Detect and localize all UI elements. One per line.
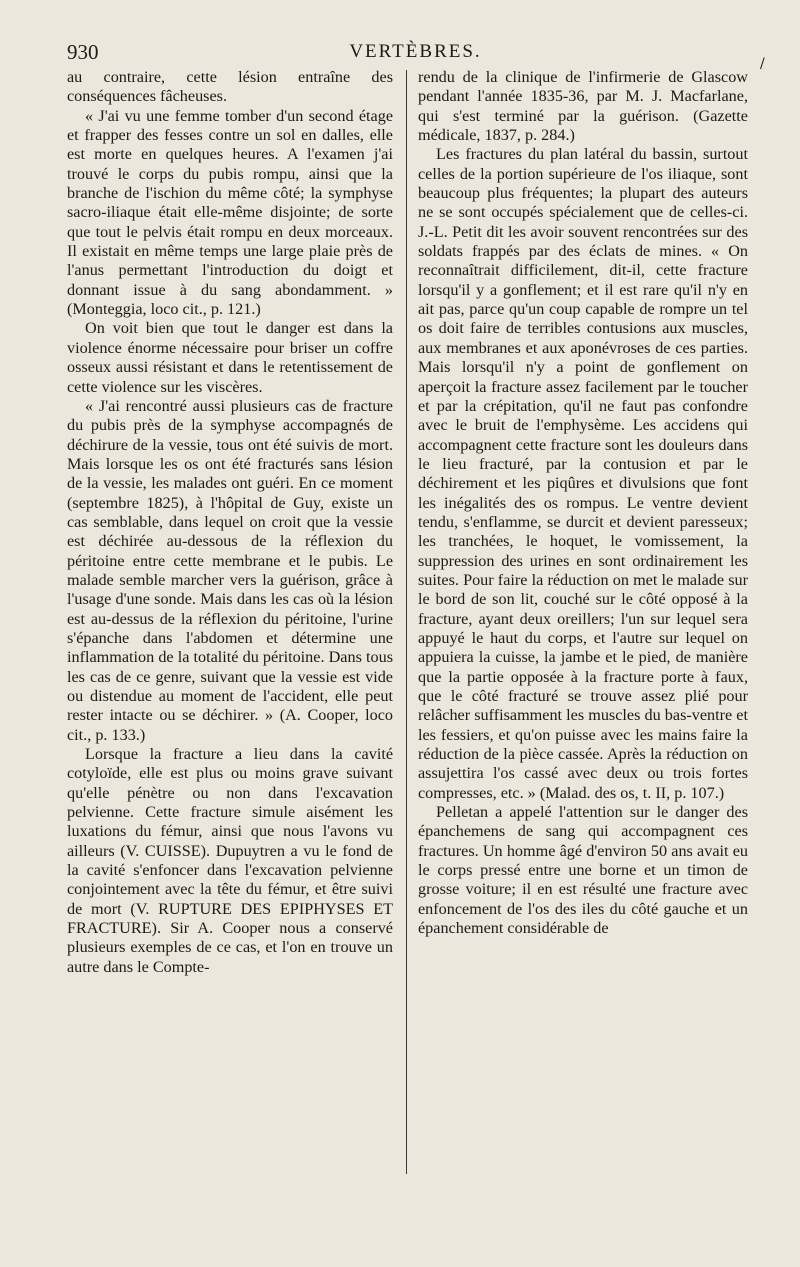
paragraph: au contraire, cette lésion entraîne des conséquences fâcheuses. (67, 68, 393, 106)
column-divider (406, 70, 407, 1174)
corner-mark: / (760, 56, 765, 72)
page-number: 930 (67, 40, 99, 64)
left-column (67, 68, 393, 1178)
running-head (67, 40, 764, 68)
paragraph: Les fractures du plan latéral du bassin, surtout celles de la portion supérieure de l'os iliaque, sont beaucoup plus fréquentes; la plupart des auteurs ne se sont occupés spécialement que de celles-ci. J.-L. Petit dit les avoir souvent rencontrées sur des soldats frappés par des éclats de mines. « On reconnaîtrait difficilement, dit-il, cette fracture lorsqu'il y a gonflement; et il est rare qu'il n'y en ait pas, parce qu'un coup capable de rompre un tel os doit faire de terribles contusions aux muscles, aux membranes et aux aponévroses de ces parties. Mais lorsqu'il n'y a point de gonflement on aperçoit la fracture assez facilement par le toucher et par la crépitation, qu'il ne faut pas confondre avec le bruit de l'emphysème. Les accidens qui accompagnent cette fracture sont les douleurs dans le lieu fracturé, par la contusion et par le déchirement et les piqûres et divulsions que font les inégalités des os rompus. Le ventre devient tendu, s'enflamme, se durcit et devient paresseux; les tranchées, le hoquet, le vomissement, la suppression des urines en sont ordinairement les suites. Pour faire la réduction on met le malade sur le bord de son lit, couché sur le côté opposé à la fracture, ayant deux oreillers; l'un sur lequel sera appuyé le haut du corps, et l'autre sur lequel on appuiera la cuisse, la jambe et le pied, de manière que la partie opposée à la fracture porte à faux, que le côté fracturé se trouve assez plié pour relâcher suffisamment les muscles du bas-ventre et les fessiers, et qu'on puisse avec les mains faire la réduction de la pièce cassée. Après la réduction on assujettira l'os cassé avec deux ou trois fortes compresses, etc. » (Malad. des os, t. II, p. 107.) (418, 145, 748, 802)
paragraph: rendu de la clinique de l'infirmerie de Glascow pendant l'année 1835-36, par M. J. Macfarlane, qui s'est terminé par la guérison. (Gazette médicale, 1837, p. 284.) (418, 68, 748, 145)
section-title: VERTÈBRES. (349, 41, 482, 62)
paragraph: On voit bien que tout le danger est dans la violence énorme nécessaire pour briser un coffre osseux aussi résistant et dans le retentissement de cette violence sur les viscères. (67, 319, 393, 396)
right-column (418, 68, 748, 1178)
paragraph: « J'ai rencontré aussi plusieurs cas de fracture du pubis près de la symphyse accompagnés de déchirure de la vessie, tous ont été suivis de mort. Mais lorsque les os ont été fracturés sans lésion de la vessie, les malades ont guéri. En ce moment (septembre 1825), à l'hôpital de Guy, existe un cas semblable, dans lequel on croit que la vessie est déchirée au-dessous de la réflexion du péritoine entre cette membrane et le pubis. Le malade semble marcher vers la guérison, grâce à l'usage d'une sonde. Mais dans les cas où la lésion est au-dessus de la réflexion du péritoine, l'urine s'épanche dans l'abdomen et détermine une inflammation de la totalité du péritoine. Dans tous les cas de ce genre, suivant que la vessie est vide ou distendue au moment de l'accident, elle peut rester intacte ou se déchirer. » (A. Cooper, loco cit., p. 133.) (67, 396, 393, 744)
paragraph: Lorsque la fracture a lieu dans la cavité cotyloïde, elle est plus ou moins grave suivant qu'elle pénètre ou non dans l'excavation pelvienne. Cette fracture simule aisément les luxations du fémur, ainsi que nous l'avons vu ailleurs (V. CUISSE). Dupuytren a vu le fond de la cavité s'enfoncer dans l'excavation pelvienne conjointement avec la tête du fémur, et être suivi de mort (V. RUPTURE DES EPIPHYSES ET FRACTURE). Sir A. Cooper nous a conservé plusieurs exemples de ce cas, et l'on en trouve un autre dans le Compte- (67, 745, 393, 976)
paragraph: Pelletan a appelé l'attention sur le danger des épanchemens de sang qui accompagnent ces fractures. Un homme âgé d'environ 50 ans avait eu le corps pressé entre une borne et un timon de grosse voiture; il en est résulté une fracture avec enfoncement de l'os des iles du côté gauche et un épanchement considérable de (418, 803, 748, 938)
paragraph: « J'ai vu une femme tomber d'un second étage et frapper des fesses contre un sol en dalles, elle est morte en quelques heures. A l'examen j'ai trouvé le corps du pubis rompu, ainsi que la branche de l'ischion du même côté; la symphyse sacro-iliaque était elle-même disjointe; de sorte que tout le pelvis était rompu en deux morceaux. Il existait en même temps une large plaie près de l'anus permettant l'introduction du doigt et donnant issue à du sang abondamment. » (Monteggia, loco cit., p. 121.) (67, 106, 393, 319)
